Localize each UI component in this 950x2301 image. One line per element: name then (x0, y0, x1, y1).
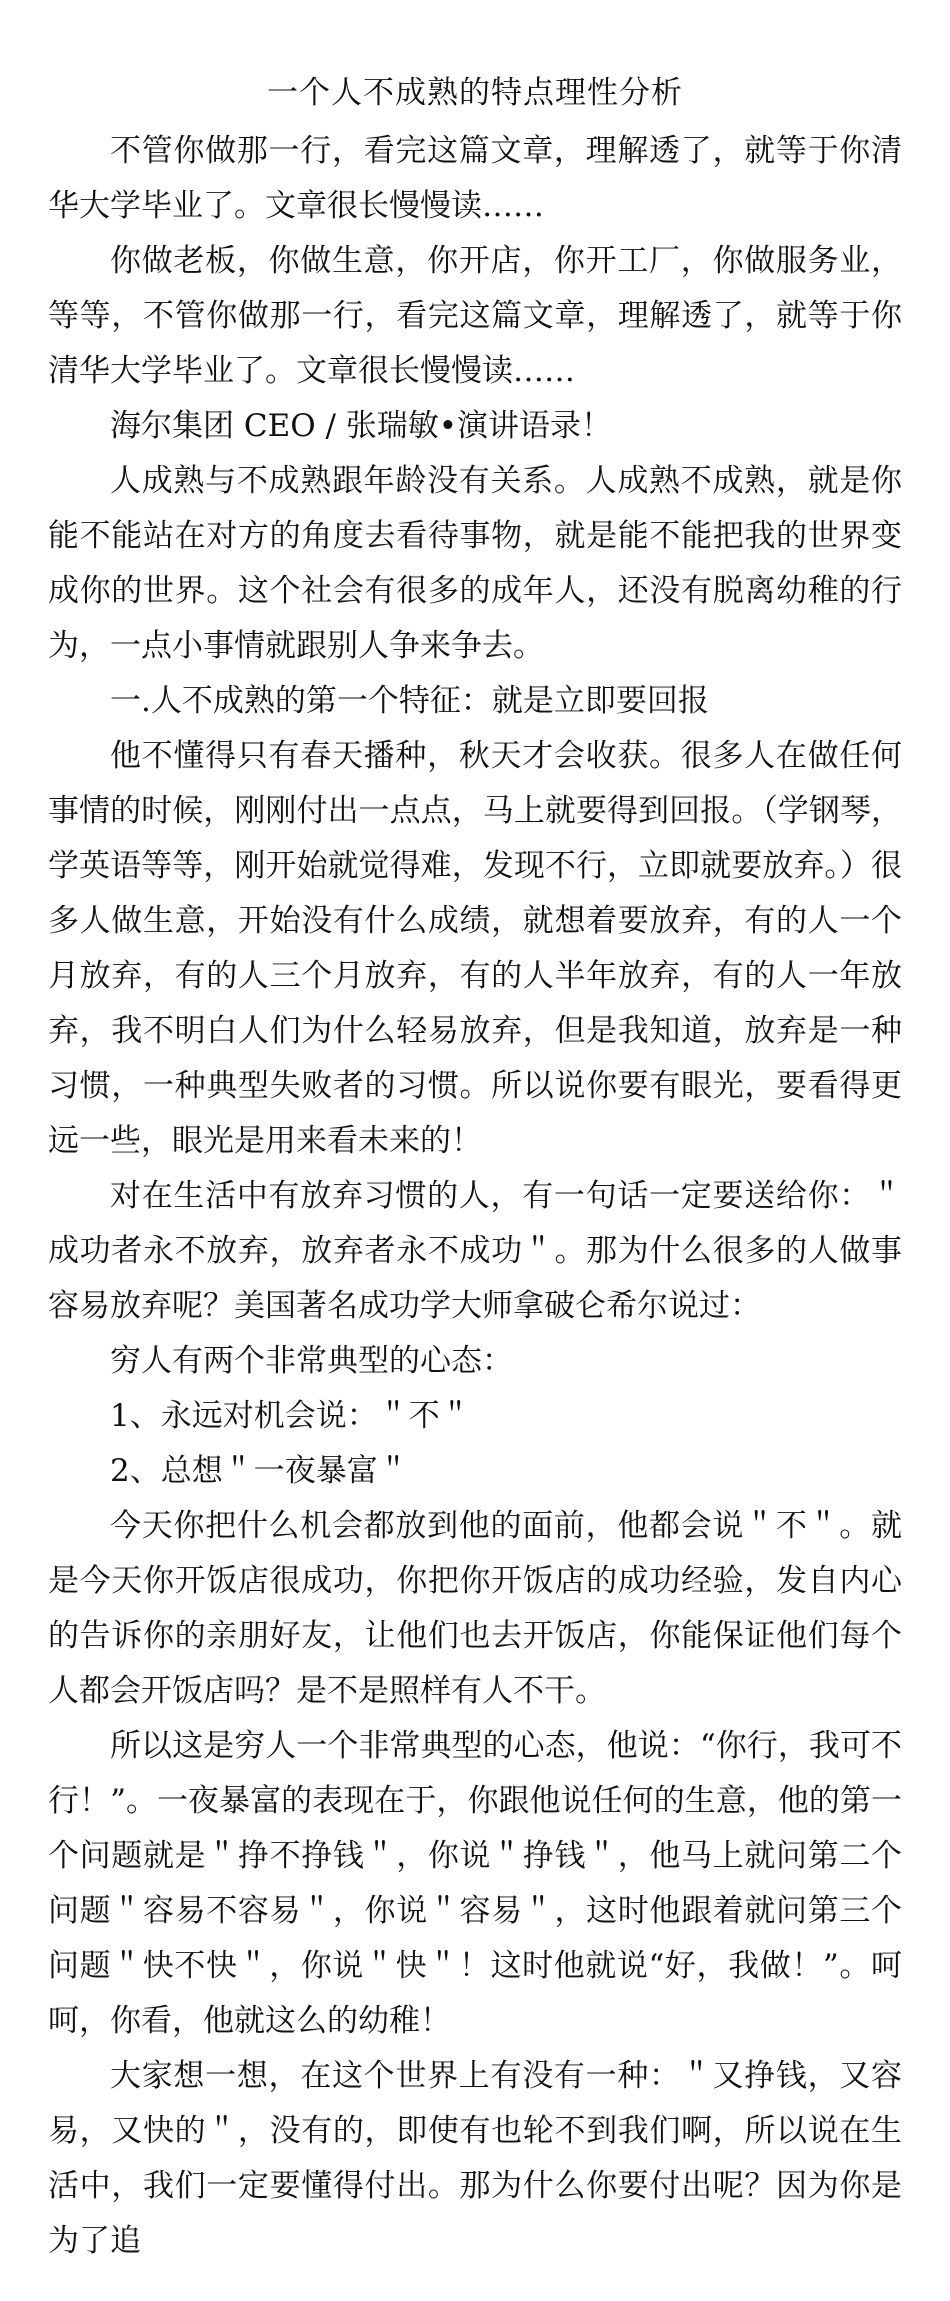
paragraph-give-up: 对在生活中有放弃习惯的人，有一句话一定要送给你：＂成功者永不放弃，放弃者永不成功＂。那为什么很多的人做事容易放弃呢？美国著名成功学大师拿破仑希尔说过： (48, 1178, 902, 1324)
list-item-1: 1、永远对机会说：＂不＂ (110, 1398, 471, 1434)
document-title: 一个人不成熟的特点理性分析 (267, 75, 683, 111)
paragraph-intro-2: 你做老板，你做生意，你开店，你开工厂，你做服务业，等等，不管你做那一行，看完这篇文章，理解透了，就等于你清华大学毕业了。文章很长慢慢读…… (48, 243, 902, 389)
paragraph-think: 大家想一想，在这个世界上有没有一种：＂又挣钱，又容易，又快的＂，没有的，即使有也轮不到我们啊，所以说在生活中，我们一定要懂得付出。那为什么你要付出呢？因为你是为了追 (48, 2058, 902, 2259)
paragraph-maturity: 人成熟与不成熟跟年龄没有关系。人成熟不成熟，就是你能不能站在对方的角度去看待事物，就是能不能把我的世界变成你的世界。这个社会有很多的成年人，还没有脱离幼稚的行为，一点小事情就跟别人争来争去。 (48, 463, 902, 664)
section-heading-1: 一.人不成熟的第一个特征：就是立即要回报 (110, 683, 709, 719)
paragraph-get-rich: 所以这是穷人一个非常典型的心态，他说：“你行，我可不行！”。一夜暴富的表现在于，你跟他说任何的生意，他的第一个问题就是＂挣不挣钱＂，你说＂挣钱＂，他马上就问第二个问题＂容易不容易＂，你说＂容易＂，这时他跟着就问第三个问题＂快不快＂，你说＂快＂！这时他就说“好，我做！”。呵呵，你看，他就这么的幼稚！ (48, 1728, 902, 2039)
paragraph-mindsets: 穷人有两个非常典型的心态： (110, 1343, 513, 1379)
list-item-2: 2、总想＂一夜暴富＂ (110, 1453, 409, 1489)
paragraph-say-no: 今天你把什么机会都放到他的面前，他都会说＂不＂。就是今天你开饭店很成功，你把你开饭店的成功经验，发自内心的告诉你的亲朋好友，让他们也去开饭店，你能保证他们每个人都会开饭店吗？是不是照样有人不干。 (48, 1508, 902, 1709)
paragraph-reward: 他不懂得只有春天播种，秋天才会收获。很多人在做任何事情的时候，刚刚付出一点点，马上就要得到回报。（学钢琴，学英语等等，刚开始就觉得难，发现不行，立即就要放弃。）很多人做生意，开始没有什么成绩，就想着要放弃，有的人一个月放弃，有的人三个月放弃，有的人半年放弃，有的人一年放弃，我不明白人们为什么轻易放弃，但是我知道，放弃是一种习惯，一种典型失败者的习惯。所以说你要有眼光，要看得更远一些，眼光是用来看未来的！ (48, 738, 902, 1159)
paragraph-intro-1: 不管你做那一行，看完这篇文章，理解透了，就等于你清华大学毕业了。文章很长慢慢读…… (48, 133, 902, 224)
paragraph-speaker: 海尔集团 CEO / 张瑞敏•演讲语录！ (110, 408, 613, 444)
